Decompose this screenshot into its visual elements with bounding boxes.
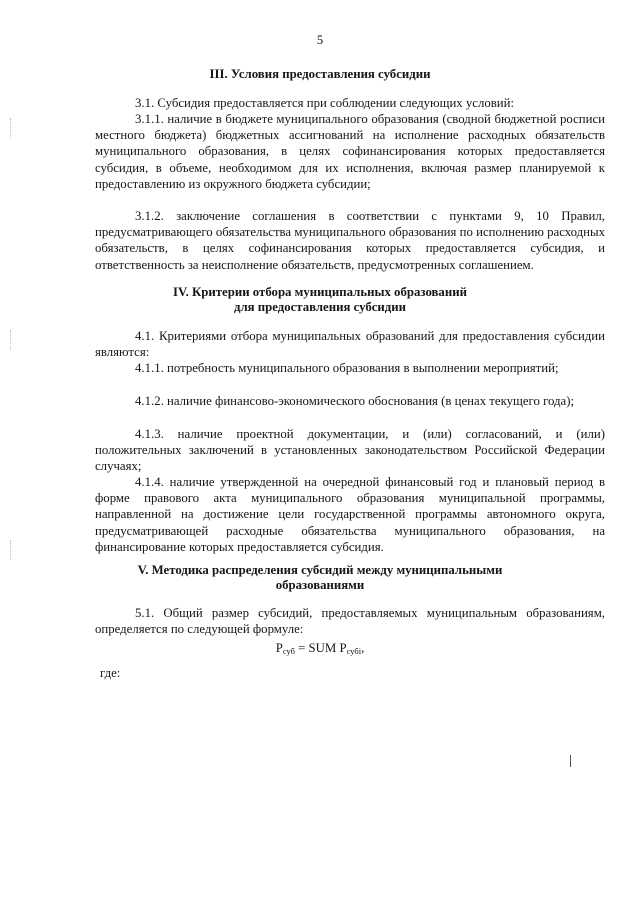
paragraph-4-1-4: 4.1.4. наличие утвержденной на очередной финансовый год и плановый период в форме правового акта муниципального образования муниципальной программы, направленной на достижение цели государственной программы автономного округа, предусматривающей расходные обязательства муниципального образования, на финансирование которых предоставляется субсидия. [95, 475, 605, 554]
paragraph-4-1-1: 4.1.1. потребность муниципального образования в выполнении мероприятий; [135, 361, 559, 375]
paragraph-4-1-3: 4.1.3. наличие проектной документации, и (или) согласований, и (или) положительных заключений в установленных законодательством Российской Федерации случаях; [95, 427, 605, 474]
page-number: 5 [316, 33, 324, 47]
scan-edge-mark [10, 540, 12, 560]
scan-edge-mark [10, 330, 12, 350]
paragraph-3-1-1: 3.1.1. наличие в бюджете муниципального образования (сводной бюджетной росписи местного бюджета) бюджетных ассигнований на исполнение расходных обязательств муниципального образования, в целях софинансирования которых предоставляется субсидия, в объеме, необходимом для их исполнения, включая размер планируемой к предоставлению из окружного бюджета субсидии; [95, 112, 605, 191]
paragraph-4-1-2: 4.1.2. наличие финансово-экономического обоснования (в ценах текущего года); [135, 394, 575, 408]
section-5-title-line1: V. Методика распределения субсидий между муниципальными [137, 563, 503, 577]
formula-lhs-subscript: суб [282, 646, 295, 656]
where-label: где: [100, 666, 121, 680]
paragraph-3-1: 3.1. Субсидия предоставляется при соблюдении следующих условий: [135, 96, 515, 110]
formula-middle: = SUM P [294, 641, 347, 655]
formula-end: , [361, 641, 365, 655]
paragraph-4-1: 4.1. Критериями отбора муниципальных образований для предоставления субсидии являются: [95, 329, 605, 360]
section-3-title: III. Условия предоставления субсидии [209, 67, 431, 81]
formula-rhs-subscript: субi [346, 646, 362, 656]
scan-artifact-line [570, 755, 571, 767]
paragraph-5-1: 5.1. Общий размер субсидий, предоставляемых муниципальным образованиям, определяется по следующей формуле: [95, 606, 605, 637]
formula-lhs: P [275, 641, 283, 655]
scan-edge-mark [10, 118, 12, 138]
distribution-formula [0, 641, 640, 656]
paragraph-3-1-2: 3.1.2. заключение соглашения в соответствии с пунктами 9, 10 Правил, предусматривающего обязательства муниципального образования по исполнению расходных обязательств, в целях софинансирования которых предоставляется субсидия, и ответственность за неисполнение обязательств, предусмотренных соглашением. [95, 209, 605, 272]
section-4-title-line2: для предоставления субсидии [233, 300, 407, 314]
section-5-title-line2: образованиями [275, 578, 365, 592]
section-4-title-line1: IV. Критерии отбора муниципальных образований [173, 285, 467, 299]
